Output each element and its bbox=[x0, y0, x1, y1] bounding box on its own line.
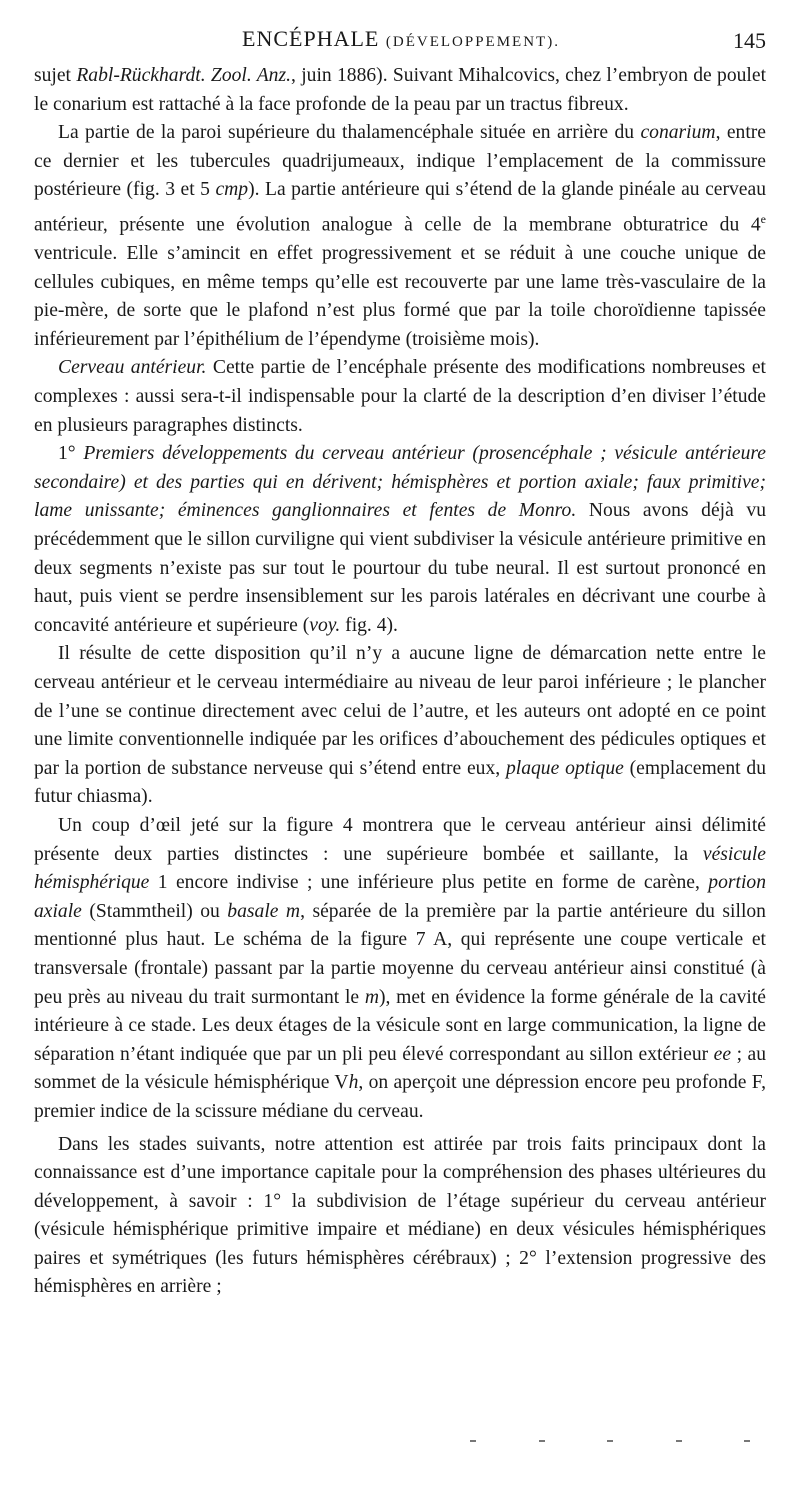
text-segment: (Stammtheil) ou bbox=[81, 900, 228, 922]
text-segment: Il résulte de cette disposition qu’il n’y a aucune ligne de démarcation nette entre le cerveau antérieur et le cerveau intermédiaire au niveau de leur paroi inférieure ; le plancher de l’une se continue directement avec celui de l’autre, et les auteurs ont adopté en ce point une limite conventionnelle indiquée par les orifices d’abouchement des pédicules optiques et par la portion de substance nerveuse qui s’étend entre eux, bbox=[34, 643, 766, 779]
running-title bbox=[36, 26, 766, 52]
text-segment: ), met en évidence la forme générale de la cavité intérieure à ce stade. Les deux étages de la vésicule sont en large communication, la ligne de séparation n’étant indiquée que par un pli peu élevé correspondant au sillon extérieur bbox=[34, 986, 767, 1065]
italic-text: h bbox=[348, 1072, 359, 1094]
footer-rule-dots bbox=[470, 1440, 750, 1450]
italic-text: voy. bbox=[309, 614, 341, 636]
italic-text: cmp bbox=[215, 179, 249, 201]
text-segment: ; au sommet de la vésicule hémisphérique V bbox=[34, 1043, 767, 1094]
running-header bbox=[36, 26, 766, 56]
text-segment: , entre ce dernier et les tubercules quadrijumeaux, indique l’emplacement de la commissure postérieure (fig. 3 et 5 bbox=[34, 122, 766, 201]
paragraph bbox=[34, 1131, 766, 1303]
text-segment: , on aperçoit une dépression encore peu profonde F, premier indice de la scissure médiane du cerveau. bbox=[34, 1072, 766, 1122]
text-segment: sujet bbox=[34, 65, 77, 86]
italic-text: Rabl-Rückhardt. Zool. Anz. bbox=[76, 65, 292, 86]
paragraph bbox=[34, 119, 766, 354]
text-segment: La partie de la paroi supérieure du thalamencéphale située en arrière du bbox=[58, 122, 641, 144]
text-segment: ventricule. Elle s’amincit en effet progressivement et se réduit à une couche unique de cellules cubiques, en même temps qu’elle est recouverte par une lame très-vasculaire de la pie-mère, de sorte que le plafond n’est plus formé que par la toile choroïdienne tapissée inférieurement par l’épithélium de l’épendyme (troisième mois). bbox=[34, 243, 766, 350]
text-segment: (emplacement du futur chiasma). bbox=[34, 757, 767, 808]
page-number: 145 bbox=[733, 28, 766, 53]
text-segment: e bbox=[760, 211, 766, 226]
italic-text: Premiers développements du cerveau antérieur (prosencéphale ; vésicule antérieure secondaire) et des parties qui en dérivent; hémisphères et portion axiale; faux primitive; lame unissante; éminences ganglionnaires et fentes de Monro. bbox=[34, 443, 767, 522]
italic-text: m bbox=[364, 986, 379, 1008]
paragraph bbox=[34, 354, 766, 440]
text-segment: 1° bbox=[58, 443, 84, 465]
running-title-main: ENCÉPHALE bbox=[242, 26, 380, 51]
italic-text: conarium bbox=[640, 122, 716, 144]
text-segment: Dans les stades suivants, notre attention est attirée par trois faits principaux dont la connaissance est d’une importance capitale pour la compréhension des phases ultérieures du développement, à savoir : 1° la subdivision de l’étage supérieur du cerveau antérieur (vésicule hémisphérique primitive impaire et médiane) en deux vésicules hémisphériques paires et symétriques (les futurs hémisphères cérébraux) ; 2° l’extension progressive des hémisphères en arrière ; bbox=[34, 1133, 766, 1298]
italic-text: Cerveau antérieur. bbox=[58, 357, 207, 379]
text-segment: , juin 1886). Suivant Mihalcovics, chez l’embryon de poulet le conarium est rattaché à la face profonde de la peau par un tractus fibreux. bbox=[34, 65, 767, 115]
running-title-subtitle: (DÉVELOPPEMENT). bbox=[385, 34, 560, 50]
italic-text: plaque optique bbox=[505, 757, 624, 779]
text-segment: ). La partie antérieure qui s’étend de la glande pinéale au cerveau antérieur, présente une évolution analogue à celle de la membrane obturatrice du 4 bbox=[34, 179, 766, 236]
paragraph bbox=[34, 640, 766, 812]
text-segment: Nous avons déjà vu précédemment que le sillon curviligne qui vient subdiviser la vésicule antérieure primitive en deux segments n’existe pas sur tout le pourtour du tube neural. Il est surtout prononcé en haut, puis vient se perdre insensiblement sur les parois latérales en décrivant une courbe à concavité antérieure et supérieure ( bbox=[34, 500, 767, 636]
paragraph bbox=[34, 440, 766, 640]
text-segment: 1 encore indivise ; une inférieure plus petite en forme de carène, bbox=[149, 872, 709, 894]
italic-text: ee bbox=[713, 1043, 732, 1065]
text-segment: , séparée de la première par la partie antérieure du sillon mentionné plus haut. Le schéma de la figure 7 A, qui représente une coupe verticale et transversale (frontale) passant par la partie moyenne du cerveau antérieur ainsi constitué (à peu près au niveau du trait surmontant le bbox=[34, 900, 766, 1008]
italic-text: basale m bbox=[227, 900, 301, 922]
paragraph bbox=[34, 62, 766, 119]
body-text bbox=[34, 62, 766, 1302]
italic-text: portion axiale bbox=[34, 872, 766, 922]
paragraph bbox=[34, 812, 766, 1127]
text-segment: fig. 4). bbox=[340, 614, 398, 636]
italic-text: vésicule hémisphérique bbox=[34, 843, 766, 894]
text-segment: Un coup d’œil jeté sur la figure 4 montrera que le cerveau antérieur ainsi délimité présente deux parties distinctes : une supérieure bombée et saillante, la bbox=[34, 814, 766, 865]
text-segment: Cette partie de l’encéphale présente des modifications nombreuses et complexes : aussi sera-t-il indispensable pour la clarté de la description d’en diviser l’étude en plusieurs paragraphes distincts. bbox=[34, 357, 766, 436]
